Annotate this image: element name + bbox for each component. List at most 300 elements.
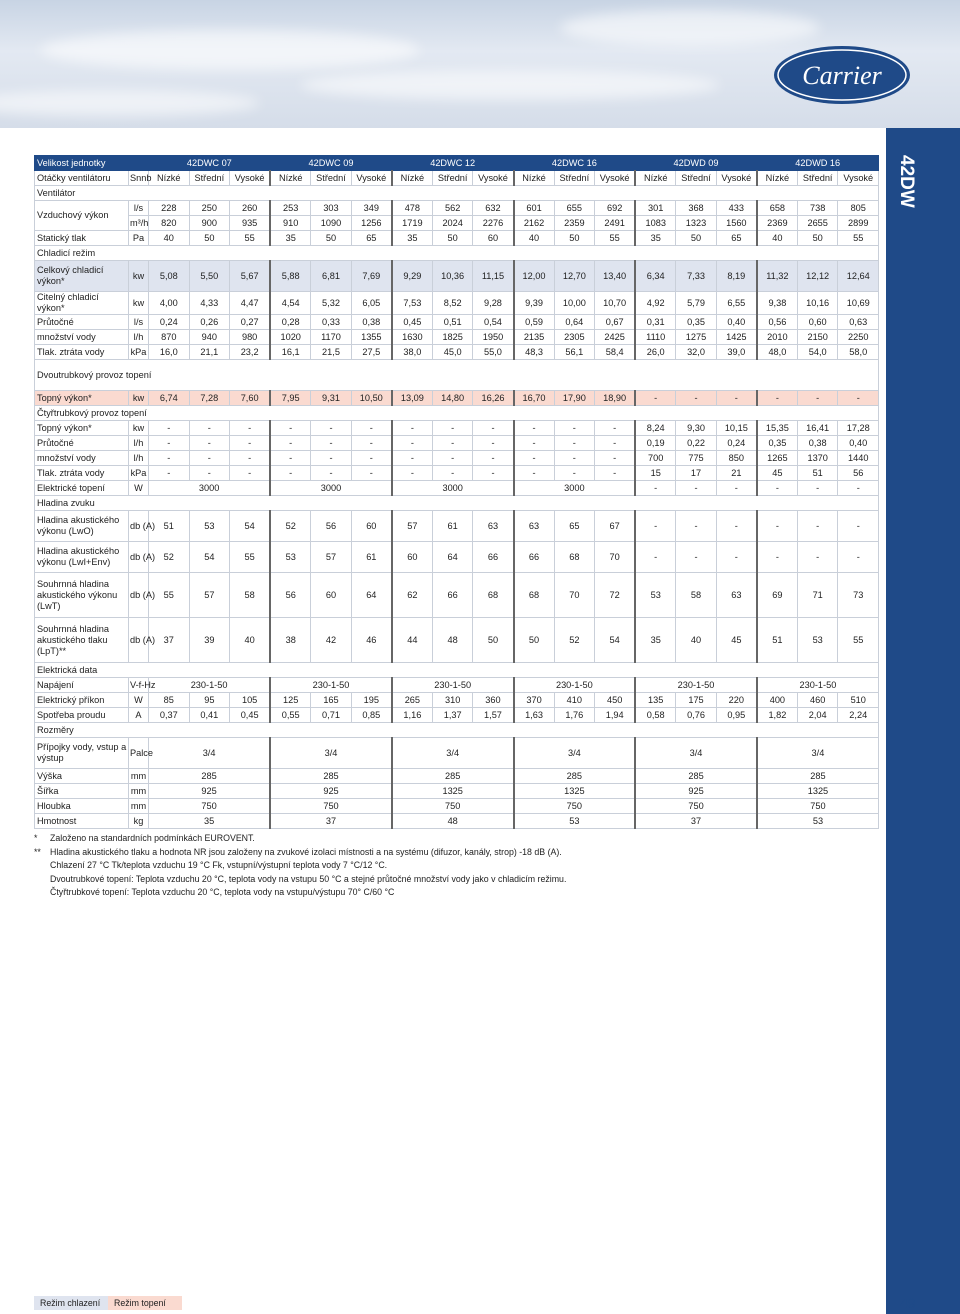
- footnote: [34, 886, 594, 900]
- table-cell: -: [635, 511, 676, 542]
- section-heading: Čtyřtrubkový provoz topení: [35, 406, 879, 421]
- table-cell: 0,27: [230, 315, 271, 330]
- table-cell: 21,5: [311, 345, 352, 360]
- row-label: Tlak. ztráta vody: [35, 345, 129, 360]
- table-cell: 8,52: [432, 292, 473, 315]
- table-cell: 0,55: [270, 708, 311, 723]
- table-cell: -: [514, 466, 555, 481]
- table-row: [35, 723, 879, 738]
- table-cell: 165: [311, 693, 352, 708]
- table-cell: -: [635, 542, 676, 573]
- table-cell: -: [757, 481, 798, 496]
- table-cell: 70: [554, 573, 595, 618]
- table-cell: -: [716, 391, 757, 406]
- table-cell: 0,51: [432, 315, 473, 330]
- table-cell: 1719: [392, 216, 433, 231]
- table-cell: 2250: [838, 330, 879, 345]
- table-cell: 4,92: [635, 292, 676, 315]
- table-cell: 16,70: [514, 391, 555, 406]
- table-cell: 62: [392, 573, 433, 618]
- table-cell: 12,12: [797, 261, 838, 292]
- page-number: 49: [900, 1295, 916, 1311]
- table-cell: 53: [514, 814, 636, 829]
- table-cell: 46: [351, 618, 392, 663]
- table-cell: Nízké: [635, 171, 676, 186]
- table-cell: 0,59: [514, 315, 555, 330]
- section-heading: Hladina zvuku: [35, 496, 879, 511]
- table-cell: 58: [676, 573, 717, 618]
- unit-cell: kPa: [129, 345, 149, 360]
- table-row: [35, 246, 879, 261]
- table-cell: -: [595, 436, 636, 451]
- table-cell: -: [676, 511, 717, 542]
- table-cell: -: [392, 451, 433, 466]
- table-cell: -: [189, 466, 230, 481]
- table-cell: 301: [635, 201, 676, 216]
- table-cell: 0,22: [676, 436, 717, 451]
- table-row: [35, 738, 879, 769]
- table-cell: -: [189, 421, 230, 436]
- table-cell: 310: [432, 693, 473, 708]
- row-label: Citelný chladicí výkon*: [35, 292, 129, 315]
- table-cell: 3/4: [757, 738, 879, 769]
- table-cell: 750: [149, 799, 271, 814]
- table-cell: -: [311, 436, 352, 451]
- table-cell: 692: [595, 201, 636, 216]
- table-cell: 370: [514, 693, 555, 708]
- unit-cell: kw: [129, 292, 149, 315]
- table-cell: 10,69: [838, 292, 879, 315]
- table-cell: 7,95: [270, 391, 311, 406]
- table-cell: 410: [554, 693, 595, 708]
- model-header: 42DWC 12: [392, 156, 514, 171]
- table-cell: 1355: [351, 330, 392, 345]
- table-cell: 2276: [473, 216, 514, 231]
- table-cell: 870: [149, 330, 190, 345]
- footnote-text: Založeno na standardních podmínkách EUROVENT.: [50, 833, 255, 843]
- table-cell: -: [392, 466, 433, 481]
- table-cell: 5,50: [189, 261, 230, 292]
- table-cell: 6,34: [635, 261, 676, 292]
- table-cell: 0,24: [716, 436, 757, 451]
- table-cell: -: [230, 436, 271, 451]
- table-cell: 53: [635, 573, 676, 618]
- table-cell: 50: [432, 231, 473, 246]
- unit-cell: l/h: [129, 330, 149, 345]
- table-cell: 1,82: [757, 708, 798, 723]
- table-cell: 66: [432, 573, 473, 618]
- table-cell: 40: [230, 618, 271, 663]
- table-cell: 56: [838, 466, 879, 481]
- table-cell: Nízké: [757, 171, 798, 186]
- table-cell: 450: [595, 693, 636, 708]
- table-row: [35, 542, 879, 573]
- table-cell: 57: [392, 511, 433, 542]
- table-cell: -: [797, 481, 838, 496]
- table-cell: 55: [838, 618, 879, 663]
- table-cell: 0,64: [554, 315, 595, 330]
- table-cell: 37: [635, 814, 757, 829]
- table-cell: 55: [149, 573, 190, 618]
- table-cell: 285: [392, 769, 514, 784]
- table-cell: 95: [189, 693, 230, 708]
- table-cell: 253: [270, 201, 311, 216]
- table-cell: 805: [838, 201, 879, 216]
- table-cell: 4,54: [270, 292, 311, 315]
- unit-cell: db (A): [129, 618, 149, 663]
- table-cell: 0,45: [392, 315, 433, 330]
- table-cell: 230-1-50: [635, 678, 757, 693]
- unit-cell: V-f-Hz: [129, 678, 149, 693]
- table-cell: 12,64: [838, 261, 879, 292]
- table-cell: 63: [716, 573, 757, 618]
- table-cell: 17,28: [838, 421, 879, 436]
- row-label: Hmotnost: [35, 814, 129, 829]
- table-cell: 3000: [270, 481, 392, 496]
- model-header: 42DWC 09: [270, 156, 392, 171]
- table-row: [35, 496, 879, 511]
- table-cell: -: [514, 436, 555, 451]
- table-cell: 50: [473, 618, 514, 663]
- model-header: 42DWC 16: [514, 156, 636, 171]
- table-cell: 12,00: [514, 261, 555, 292]
- table-cell: 35: [149, 814, 271, 829]
- table-cell: 6,55: [716, 292, 757, 315]
- row-label: množství vody: [35, 451, 129, 466]
- table-row: [35, 573, 879, 618]
- table-cell: 21: [716, 466, 757, 481]
- table-cell: 10,70: [595, 292, 636, 315]
- table-cell: 2010: [757, 330, 798, 345]
- row-label: Průtočné: [35, 315, 129, 330]
- table-cell: -: [514, 451, 555, 466]
- table-row: [35, 693, 879, 708]
- table-cell: -: [554, 451, 595, 466]
- table-cell: 1,63: [514, 708, 555, 723]
- table-cell: 3/4: [270, 738, 392, 769]
- table-cell: 68: [554, 542, 595, 573]
- table-row: [35, 261, 879, 292]
- table-cell: -: [473, 421, 514, 436]
- table-row: [35, 391, 879, 406]
- table-cell: 3/4: [149, 738, 271, 769]
- table-cell: 285: [635, 769, 757, 784]
- table-cell: 285: [514, 769, 636, 784]
- table-cell: 1256: [351, 216, 392, 231]
- table-cell: 0,37: [149, 708, 190, 723]
- table-cell: 57: [311, 542, 352, 573]
- table-row: [35, 481, 879, 496]
- table-cell: 10,50: [351, 391, 392, 406]
- table-cell: Nízké: [149, 171, 190, 186]
- table-cell: 60: [473, 231, 514, 246]
- section-heading: Rozměry: [35, 723, 879, 738]
- row-label: Vzduchový výkon: [35, 201, 129, 231]
- table-cell: 940: [189, 330, 230, 345]
- row-label: Topný výkon*: [35, 421, 129, 436]
- table-cell: 61: [432, 511, 473, 542]
- spec-table: [34, 155, 879, 829]
- table-cell: 935: [230, 216, 271, 231]
- table-cell: 16,26: [473, 391, 514, 406]
- table-cell: -: [311, 466, 352, 481]
- table-cell: 3/4: [514, 738, 636, 769]
- model-header: 42DWC 07: [149, 156, 271, 171]
- table-cell: 1,16: [392, 708, 433, 723]
- table-cell: 38: [270, 618, 311, 663]
- table-row: [35, 708, 879, 723]
- table-cell: 3000: [149, 481, 271, 496]
- table-cell: 35: [270, 231, 311, 246]
- table-row: [35, 156, 879, 171]
- row-label: Topný výkon*: [35, 391, 129, 406]
- table-cell: -: [757, 511, 798, 542]
- table-row: [35, 231, 879, 246]
- table-cell: 53: [797, 618, 838, 663]
- table-cell: 56: [311, 511, 352, 542]
- table-cell: 54,0: [797, 345, 838, 360]
- table-cell: 925: [149, 784, 271, 799]
- table-cell: 48,3: [514, 345, 555, 360]
- table-row: [35, 784, 879, 799]
- table-cell: 32,0: [676, 345, 717, 360]
- table-cell: -: [149, 466, 190, 481]
- table-cell: 2162: [514, 216, 555, 231]
- table-cell: 10,00: [554, 292, 595, 315]
- table-cell: 750: [757, 799, 879, 814]
- table-cell: 0,71: [311, 708, 352, 723]
- table-row: [35, 769, 879, 784]
- table-cell: 265: [392, 693, 433, 708]
- row-label: Spotřeba proudu: [35, 708, 129, 723]
- table-cell: 360: [473, 693, 514, 708]
- table-cell: -: [757, 542, 798, 573]
- table-cell: 655: [554, 201, 595, 216]
- table-cell: -: [189, 436, 230, 451]
- table-cell: 60: [311, 573, 352, 618]
- svg-text:Carrier: Carrier: [802, 61, 882, 90]
- table-cell: 125: [270, 693, 311, 708]
- footnote: [34, 846, 594, 860]
- footnote-mark: [34, 859, 50, 873]
- table-cell: 11,32: [757, 261, 798, 292]
- table-cell: 2,04: [797, 708, 838, 723]
- table-cell: 52: [270, 511, 311, 542]
- table-cell: -: [351, 436, 392, 451]
- table-cell: 48: [392, 814, 514, 829]
- table-cell: 195: [351, 693, 392, 708]
- table-cell: 7,28: [189, 391, 230, 406]
- footnotes: [34, 832, 594, 900]
- table-cell: 7,60: [230, 391, 271, 406]
- side-label: 42DW: [896, 154, 917, 208]
- row-label: množství vody: [35, 330, 129, 345]
- table-cell: -: [351, 421, 392, 436]
- table-cell: 478: [392, 201, 433, 216]
- table-cell: 2359: [554, 216, 595, 231]
- table-cell: 23,2: [230, 345, 271, 360]
- section-heading: Ventilátor: [35, 186, 879, 201]
- row-label: Otáčky ventilátoru: [35, 171, 129, 186]
- unit-cell: kw: [129, 261, 149, 292]
- table-cell: 6,74: [149, 391, 190, 406]
- table-cell: 53: [270, 542, 311, 573]
- table-cell: 0,40: [838, 436, 879, 451]
- table-cell: 230-1-50: [149, 678, 271, 693]
- table-cell: 0,33: [311, 315, 352, 330]
- table-cell: 250: [189, 201, 230, 216]
- table-cell: 50: [311, 231, 352, 246]
- table-cell: 7,53: [392, 292, 433, 315]
- table-cell: 9,38: [757, 292, 798, 315]
- table-cell: 66: [514, 542, 555, 573]
- table-cell: 40: [149, 231, 190, 246]
- table-cell: 0,38: [797, 436, 838, 451]
- table-cell: 17: [676, 466, 717, 481]
- table-cell: 0,19: [635, 436, 676, 451]
- table-cell: 2,24: [838, 708, 879, 723]
- table-cell: -: [311, 451, 352, 466]
- table-cell: -: [554, 466, 595, 481]
- table-cell: -: [189, 451, 230, 466]
- table-cell: 9,29: [392, 261, 433, 292]
- footnote-text: Hladina akustického tlaku a hodnota NR jsou založeny na zvukové izolaci místnosti a na systému (difuzor, kanály, strop) -18 dB (A).: [50, 846, 562, 857]
- table-cell: 1630: [392, 330, 433, 345]
- table-row: [35, 451, 879, 466]
- unit-cell: W: [129, 481, 149, 496]
- table-cell: 433: [716, 201, 757, 216]
- table-cell: 68: [473, 573, 514, 618]
- table-cell: 71: [797, 573, 838, 618]
- table-cell: 64: [351, 573, 392, 618]
- table-cell: 1560: [716, 216, 757, 231]
- table-cell: 58: [230, 573, 271, 618]
- table-cell: 9,31: [311, 391, 352, 406]
- table-cell: 63: [473, 511, 514, 542]
- table-row: [35, 330, 879, 345]
- table-cell: 3/4: [392, 738, 514, 769]
- table-cell: 632: [473, 201, 514, 216]
- table-cell: 1090: [311, 216, 352, 231]
- unit-cell: mm: [129, 799, 149, 814]
- table-cell: -: [716, 542, 757, 573]
- table-cell: 2024: [432, 216, 473, 231]
- table-cell: 0,31: [635, 315, 676, 330]
- table-cell: 1020: [270, 330, 311, 345]
- table-cell: -: [676, 542, 717, 573]
- table-row: [35, 678, 879, 693]
- table-cell: 5,32: [311, 292, 352, 315]
- table-cell: 562: [432, 201, 473, 216]
- table-row: [35, 406, 879, 421]
- footnote-mark: **: [34, 846, 41, 857]
- table-cell: 750: [392, 799, 514, 814]
- table-cell: 0,67: [595, 315, 636, 330]
- table-cell: -: [149, 436, 190, 451]
- footnote-mark: *: [34, 833, 38, 843]
- table-cell: Nízké: [270, 171, 311, 186]
- footnote-mark: [34, 886, 50, 900]
- table-cell: 54: [189, 542, 230, 573]
- unit-cell: Pa: [129, 231, 149, 246]
- table-cell: 48: [432, 618, 473, 663]
- footnote-text: Dvoutrubkové topení: Teplota vzduchu 20 °C, teplota vody na vstupu 50 °C a stejné průtočné množství vody jako v chladicím režimu.: [50, 873, 567, 884]
- table-cell: 303: [311, 201, 352, 216]
- table-row: [35, 171, 879, 186]
- unit-cell: A: [129, 708, 149, 723]
- table-cell: 980: [230, 330, 271, 345]
- table-cell: 1,37: [432, 708, 473, 723]
- table-cell: 7,69: [351, 261, 392, 292]
- table-cell: 750: [635, 799, 757, 814]
- table-cell: 16,41: [797, 421, 838, 436]
- table-cell: -: [595, 451, 636, 466]
- table-cell: 85: [149, 693, 190, 708]
- table-cell: 850: [716, 451, 757, 466]
- table-cell: -: [797, 511, 838, 542]
- table-cell: 13,40: [595, 261, 636, 292]
- table-cell: 39,0: [716, 345, 757, 360]
- table-cell: 15: [635, 466, 676, 481]
- table-cell: 54: [230, 511, 271, 542]
- table-cell: -: [392, 421, 433, 436]
- table-cell: 2150: [797, 330, 838, 345]
- table-cell: 658: [757, 201, 798, 216]
- table-cell: 55: [595, 231, 636, 246]
- table-cell: 0,56: [757, 315, 798, 330]
- table-cell: 1265: [757, 451, 798, 466]
- legend-cooling: Režim chlazení: [34, 1296, 108, 1310]
- table-cell: -: [554, 421, 595, 436]
- table-cell: 1083: [635, 216, 676, 231]
- footnote-text: Čtyřtrubkové topení: Teplota vzduchu 20 °C, teplota vody na vstupu/výstupu 70° C/60 °C: [50, 887, 395, 897]
- table-cell: 16,0: [149, 345, 190, 360]
- table-cell: -: [797, 542, 838, 573]
- unit-cell: db (A): [129, 511, 149, 542]
- table-cell: 40: [676, 618, 717, 663]
- table-cell: 3000: [514, 481, 636, 496]
- section-heading: Elektrická data: [35, 663, 879, 678]
- table-cell: 349: [351, 201, 392, 216]
- table-row: [35, 186, 879, 201]
- table-cell: -: [514, 421, 555, 436]
- table-cell: -: [716, 511, 757, 542]
- table-cell: 750: [270, 799, 392, 814]
- section-heading: Dvoutrubkový provoz topení: [35, 360, 879, 391]
- table-cell: 52: [554, 618, 595, 663]
- table-row: [35, 436, 879, 451]
- row-label: Hladina akustického výkonu (LwO): [35, 511, 129, 542]
- table-cell: -: [270, 451, 311, 466]
- table-cell: 3000: [392, 481, 514, 496]
- table-cell: 18,90: [595, 391, 636, 406]
- unit-cell: l/h: [129, 436, 149, 451]
- legend-heating: Režim topení: [108, 1296, 182, 1310]
- table-cell: 1825: [432, 330, 473, 345]
- table-cell: 45,0: [432, 345, 473, 360]
- table-cell: -: [230, 451, 271, 466]
- table-cell: 910: [270, 216, 311, 231]
- table-cell: 460: [797, 693, 838, 708]
- table-row: [35, 216, 879, 231]
- table-cell: 11,15: [473, 261, 514, 292]
- table-cell: 1440: [838, 451, 879, 466]
- table-cell: -: [351, 466, 392, 481]
- table-cell: -: [838, 511, 879, 542]
- table-cell: 2305: [554, 330, 595, 345]
- table-cell: 72: [595, 573, 636, 618]
- table-cell: 44: [392, 618, 433, 663]
